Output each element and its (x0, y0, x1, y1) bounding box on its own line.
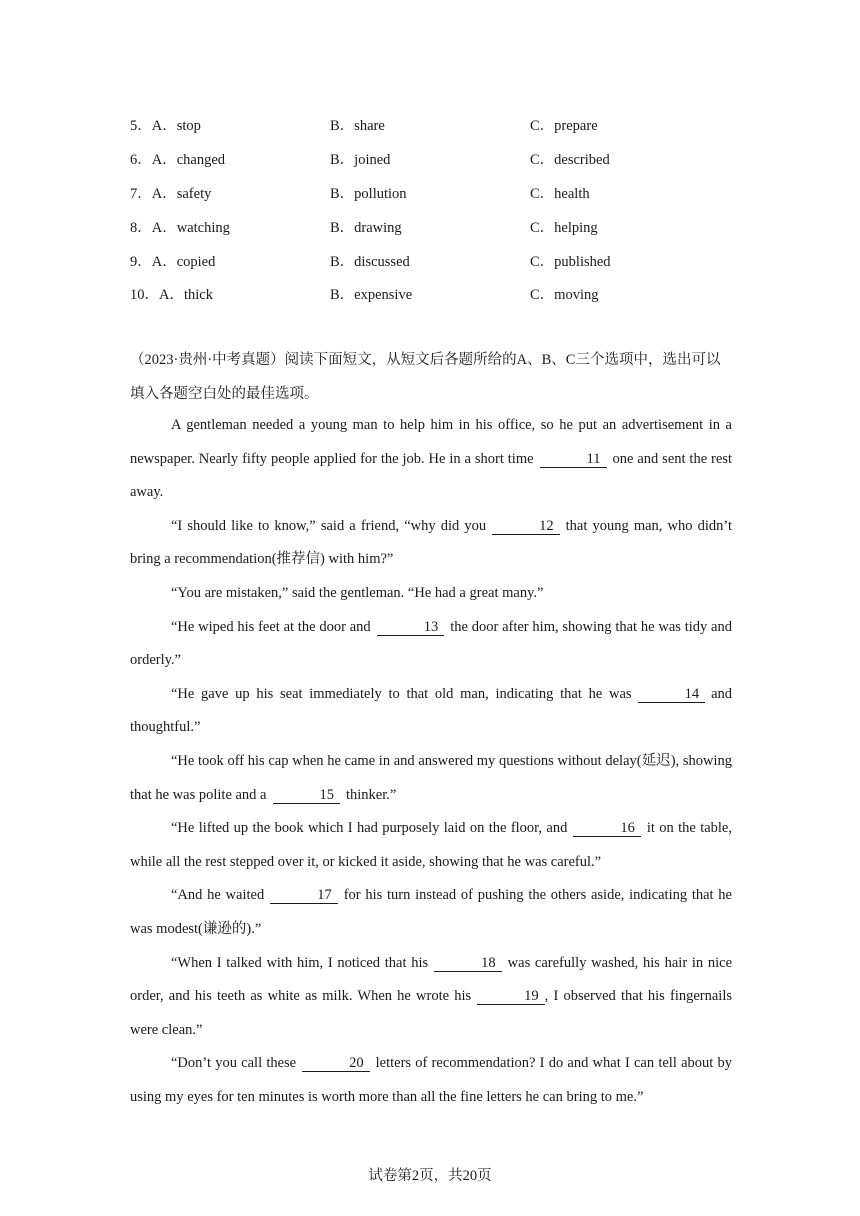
option-b: B．share (330, 118, 385, 135)
paragraph-text: , I observed that his fingernails were clean.” (130, 988, 732, 1038)
option-row (130, 243, 730, 277)
option-a (130, 216, 330, 237)
option-b: B．drawing (330, 219, 402, 236)
passage-paragraph (130, 409, 732, 510)
passage-paragraph (130, 577, 732, 611)
passage-paragraph (130, 879, 732, 946)
option-a (130, 114, 330, 135)
option-c: C．health (530, 185, 590, 202)
passage-paragraph (130, 611, 732, 678)
passage-paragraph (130, 678, 732, 745)
paragraph-text: “Don’t you call these (171, 1055, 297, 1072)
option-a (130, 148, 330, 169)
option-b: B．discussed (330, 253, 410, 270)
answer-blank: 18 (434, 955, 502, 972)
paragraph-text: that young man, who didn’t bring a recommendation(推荐信) with him?” (130, 517, 732, 568)
passage-paragraph (130, 1047, 732, 1114)
option-row (130, 108, 730, 142)
paragraph-text: the door after him, showing that he was tidy and orderly.” (130, 618, 732, 669)
answer-blank: 12 (492, 518, 560, 535)
option-a (130, 250, 330, 271)
option-c: C．prepare (530, 118, 598, 135)
option-c: C．published (530, 253, 611, 270)
paragraph-text: it on the table, while all the rest stepped over it, or kicked it aside, showing that he was careful.” (130, 820, 732, 870)
option-a-text: A．watching (151, 219, 230, 236)
paragraph-text: “You are mistaken,” said the gentleman. “He had a great many.” (171, 584, 544, 601)
question-number: 9． (130, 253, 152, 270)
paragraph-text: for his turn instead of pushing the others aside, indicating that he was modest(谦逊的).” (130, 887, 732, 937)
option-c: C．described (530, 152, 610, 169)
answer-blank: 16 (573, 820, 641, 837)
option-a (130, 283, 330, 304)
passage-paragraph (130, 947, 732, 1048)
answer-blank: 20 (302, 1055, 370, 1072)
options-list (130, 108, 730, 311)
answer-blank: 11 (540, 451, 607, 468)
option-a-text: A．stop (151, 118, 201, 135)
option-a (130, 182, 330, 203)
passage-paragraph (130, 745, 732, 812)
option-row (130, 176, 730, 210)
question-number: 8． (130, 219, 152, 236)
option-a-text: A．changed (151, 152, 226, 169)
paragraph-text: letters of recommendation? I do and what I can tell about by using my eyes for ten minutes is worth more than all the fine letters he can bring to me.” (130, 1055, 732, 1105)
paragraph-text: “He took off his cap when he came in and answered my questions without delay(延迟), showing that he was polite and a (130, 752, 732, 803)
option-b: B．expensive (330, 287, 413, 304)
paragraph-text: “He wiped his feet at the door and (171, 618, 371, 635)
question-number: 10． (130, 287, 159, 304)
page-footer: 试卷第2页，共20页 (368, 1168, 492, 1184)
option-c: C．moving (530, 287, 599, 304)
paragraph-text: one and sent the rest away. (130, 450, 732, 501)
paragraph-text: “He lifted up the book which I had purposely laid on the floor, and (171, 820, 568, 837)
option-a-text: A．safety (151, 185, 212, 202)
option-row (130, 209, 730, 243)
question-number: 6． (130, 152, 152, 169)
answer-blank: 13 (377, 619, 445, 636)
answer-blank: 15 (273, 787, 341, 804)
paragraph-text: “And he waited (171, 887, 265, 904)
option-a-text: A．thick (159, 287, 213, 304)
answer-blank: 14 (638, 686, 706, 703)
option-c: C．helping (530, 219, 598, 236)
paragraph-text: A gentleman needed a young man to help him in his office, so he put an advertisement in a newspaper. Nearly fifty people applied for the job. He in a short time (130, 417, 732, 467)
paragraph-text: and thoughtful.” (130, 685, 732, 736)
question-instructions: （2023·贵州·中考真题）阅读下面短文，从短文后各题所给的A、B、C三个选项中，选出可以填入各题空白处的最佳选项。 (130, 352, 721, 402)
option-b: B．pollution (330, 185, 407, 202)
option-row (130, 142, 730, 176)
passage-paragraph (130, 812, 732, 879)
option-b: B．joined (330, 152, 391, 169)
paragraph-text: “I should like to know,” said a friend, “why did you (171, 517, 487, 534)
reading-passage (130, 409, 732, 1114)
answer-blank: 17 (270, 887, 338, 904)
paragraph-text: was carefully washed, his hair in nice order, and his teeth as white as milk. When he wrote his (130, 954, 733, 1005)
paragraph-text: thinker.” (346, 786, 397, 803)
option-row (130, 277, 730, 311)
question-number: 7． (130, 185, 152, 202)
answer-blank: 19 (477, 988, 545, 1005)
paragraph-text: “He gave up his seat immediately to that old man, indicating that he was (171, 685, 632, 702)
option-a-text: A．copied (151, 253, 216, 270)
passage-paragraph (130, 510, 732, 577)
paragraph-text: “When I talked with him, I noticed that his (171, 954, 429, 971)
question-number: 5． (130, 118, 152, 135)
